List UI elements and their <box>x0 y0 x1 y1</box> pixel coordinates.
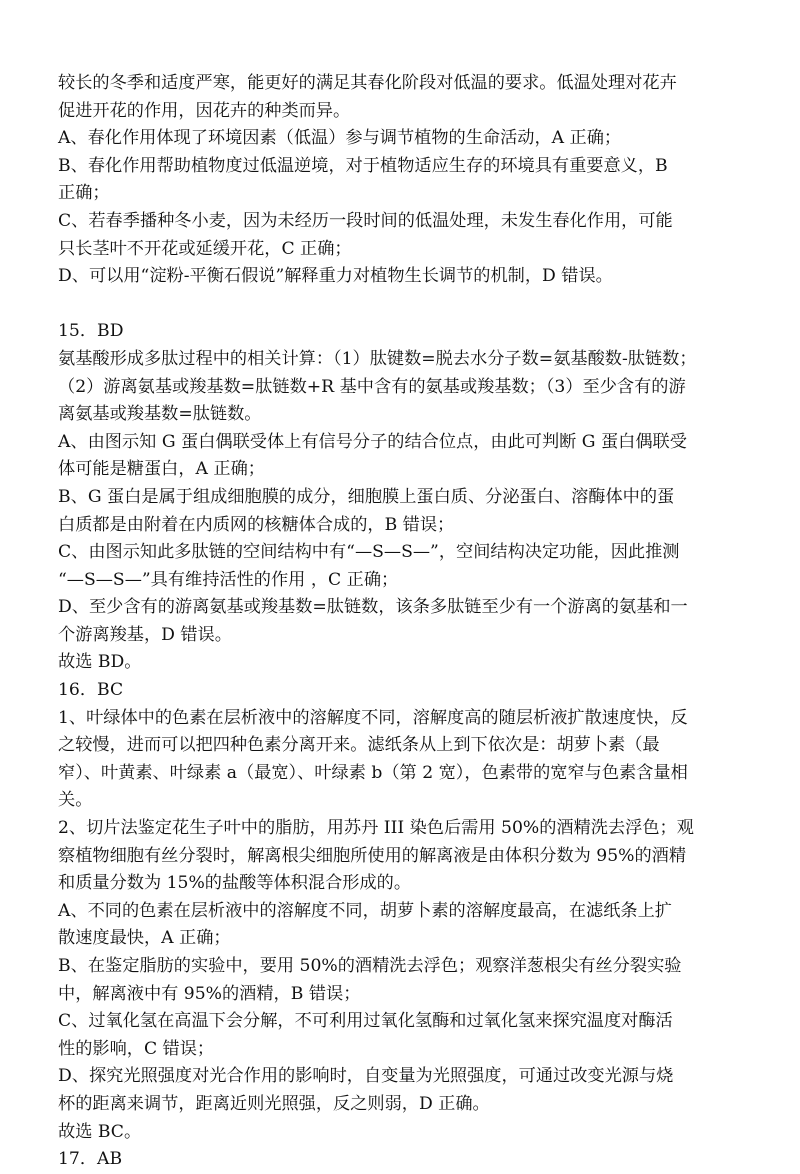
text-line: 白质都是由附着在内质网的核糖体合成的，B 错误； <box>58 514 455 535</box>
text-line: 促进开花的作用，因花卉的种类而异。 <box>58 100 351 121</box>
text-line: 散速度最快，A 正确； <box>58 928 231 949</box>
text-line: 性的影响，C 错误； <box>58 1038 215 1059</box>
text-line: 体可能是糖蛋白，A 正确； <box>58 459 265 480</box>
option-b-line: B、春化作用帮助植物度过低温逆境，对于植物适应生存的环境具有重要意义，B <box>58 155 668 176</box>
option-b-line: B、G 蛋白是属于组成细胞膜的成分，细胞膜上蛋白质、分泌蛋白、溶酶体中的蛋 <box>58 486 675 507</box>
option-c-line: C、若春季播种冬小麦，因为未经历一段时间的低温处理，未发生春化作用，可能 <box>58 210 673 231</box>
text-line: 杯的距离来调节，距离近则光照强，反之则弱，D 正确。 <box>58 1093 490 1114</box>
text-line: 关。 <box>58 790 93 811</box>
option-d-line: D、可以用“淀粉-平衡石假说”解释重力对植物生长调节的机制，D 错误。 <box>58 266 613 287</box>
question-16-block <box>58 677 748 1146</box>
text-line: 离氨基或羧基数=肽链数。 <box>58 404 262 425</box>
question-17-block <box>58 1146 748 1174</box>
text-line: 正确； <box>58 183 110 204</box>
option-d-line: D、探究光照强度对光合作用的影响时，自变量为光照强度，可通过改变光源与烧 <box>58 1066 674 1087</box>
text-line: 中，解离液中有 95%的酒精，B 错误； <box>58 983 361 1004</box>
option-a-line: A、由图示知 G 蛋白偶联受体上有信号分子的结合位点，由此可判断 G 蛋白偶联受 <box>58 431 687 452</box>
option-d-line: D、至少含有的游离氨基或羧基数=肽链数，该条多肽链至少有一个游离的氨基和一 <box>58 597 688 618</box>
text-line: “—S—S—”具有维持活性的作用 ，C 正确； <box>58 569 399 590</box>
conclusion-line: 故选 BC。 <box>58 1121 142 1142</box>
text-line: 2、切片法鉴定花生子叶中的脂肪，用苏丹 III 染色后需用 50%的酒精洗去浮色；观 <box>58 818 694 839</box>
text-line: 1、叶绿体中的色素在层析液中的溶解度不同，溶解度高的随层析液扩散速度快，反 <box>58 707 688 728</box>
text-line: 和质量分数为 15%的盐酸等体积混合形成的。 <box>58 873 412 894</box>
answer-key-page <box>58 70 748 1174</box>
option-c-line: C、过氧化氢在高温下会分解，不可利用过氧化氢酶和过氧化氢来探究温度对酶活 <box>58 1011 673 1032</box>
text-line: （2）游离氨基或羧基数=肽链数+R 基中含有的氨基或羧基数；（3）至少含有的游 <box>58 376 686 397</box>
question-15-block <box>58 318 748 677</box>
text-line: 氨基酸形成多肽过程中的相关计算：（1）肽键数=脱去水分子数=氨基酸数-肽链数； <box>58 348 697 369</box>
text-line: 察植物细胞有丝分裂时，解离根尖细胞所使用的解离液是由体积分数为 95%的酒精 <box>58 845 687 866</box>
question-16-heading: 16．BC <box>58 680 124 701</box>
option-c-line: C、由图示知此多肽链的空间结构中有“—S—S—”，空间结构决定功能，因此推测 <box>58 542 680 563</box>
text-line: 个游离羧基，D 错误。 <box>58 624 232 645</box>
text-line: 窄）、叶黄素、叶绿素 a（最宽）、叶绿素 b（第 2 宽），色素带的宽窄与色素含量相 <box>58 762 688 783</box>
text-line: 只长茎叶不开花或延缓开花，C 正确； <box>58 238 352 259</box>
question-17-heading: 17．AB <box>58 1149 123 1170</box>
option-a-line: A、春化作用体现了环境因素（低温）参与调节植物的生命活动，A 正确； <box>58 128 622 149</box>
conclusion-line: 故选 BD。 <box>58 652 142 673</box>
text-line: 较长的冬季和适度严寒，能更好的满足其春化阶段对低温的要求。低温处理对花卉 <box>58 73 677 93</box>
option-b-line: B、在鉴定脂肪的实验中，要用 50%的酒精洗去浮色；观察洋葱根尖有丝分裂实验 <box>58 956 682 976</box>
spacer <box>58 291 748 319</box>
text-line: 之较慢，进而可以把四种色素分离开来。滤纸条从上到下依次是：胡萝卜素（最 <box>58 735 660 756</box>
continuation-block <box>58 70 748 291</box>
option-a-line: A、不同的色素在层析液中的溶解度不同，胡萝卜素的溶解度最高，在滤纸条上扩 <box>58 900 672 921</box>
question-15-heading: 15．BD <box>58 321 124 342</box>
